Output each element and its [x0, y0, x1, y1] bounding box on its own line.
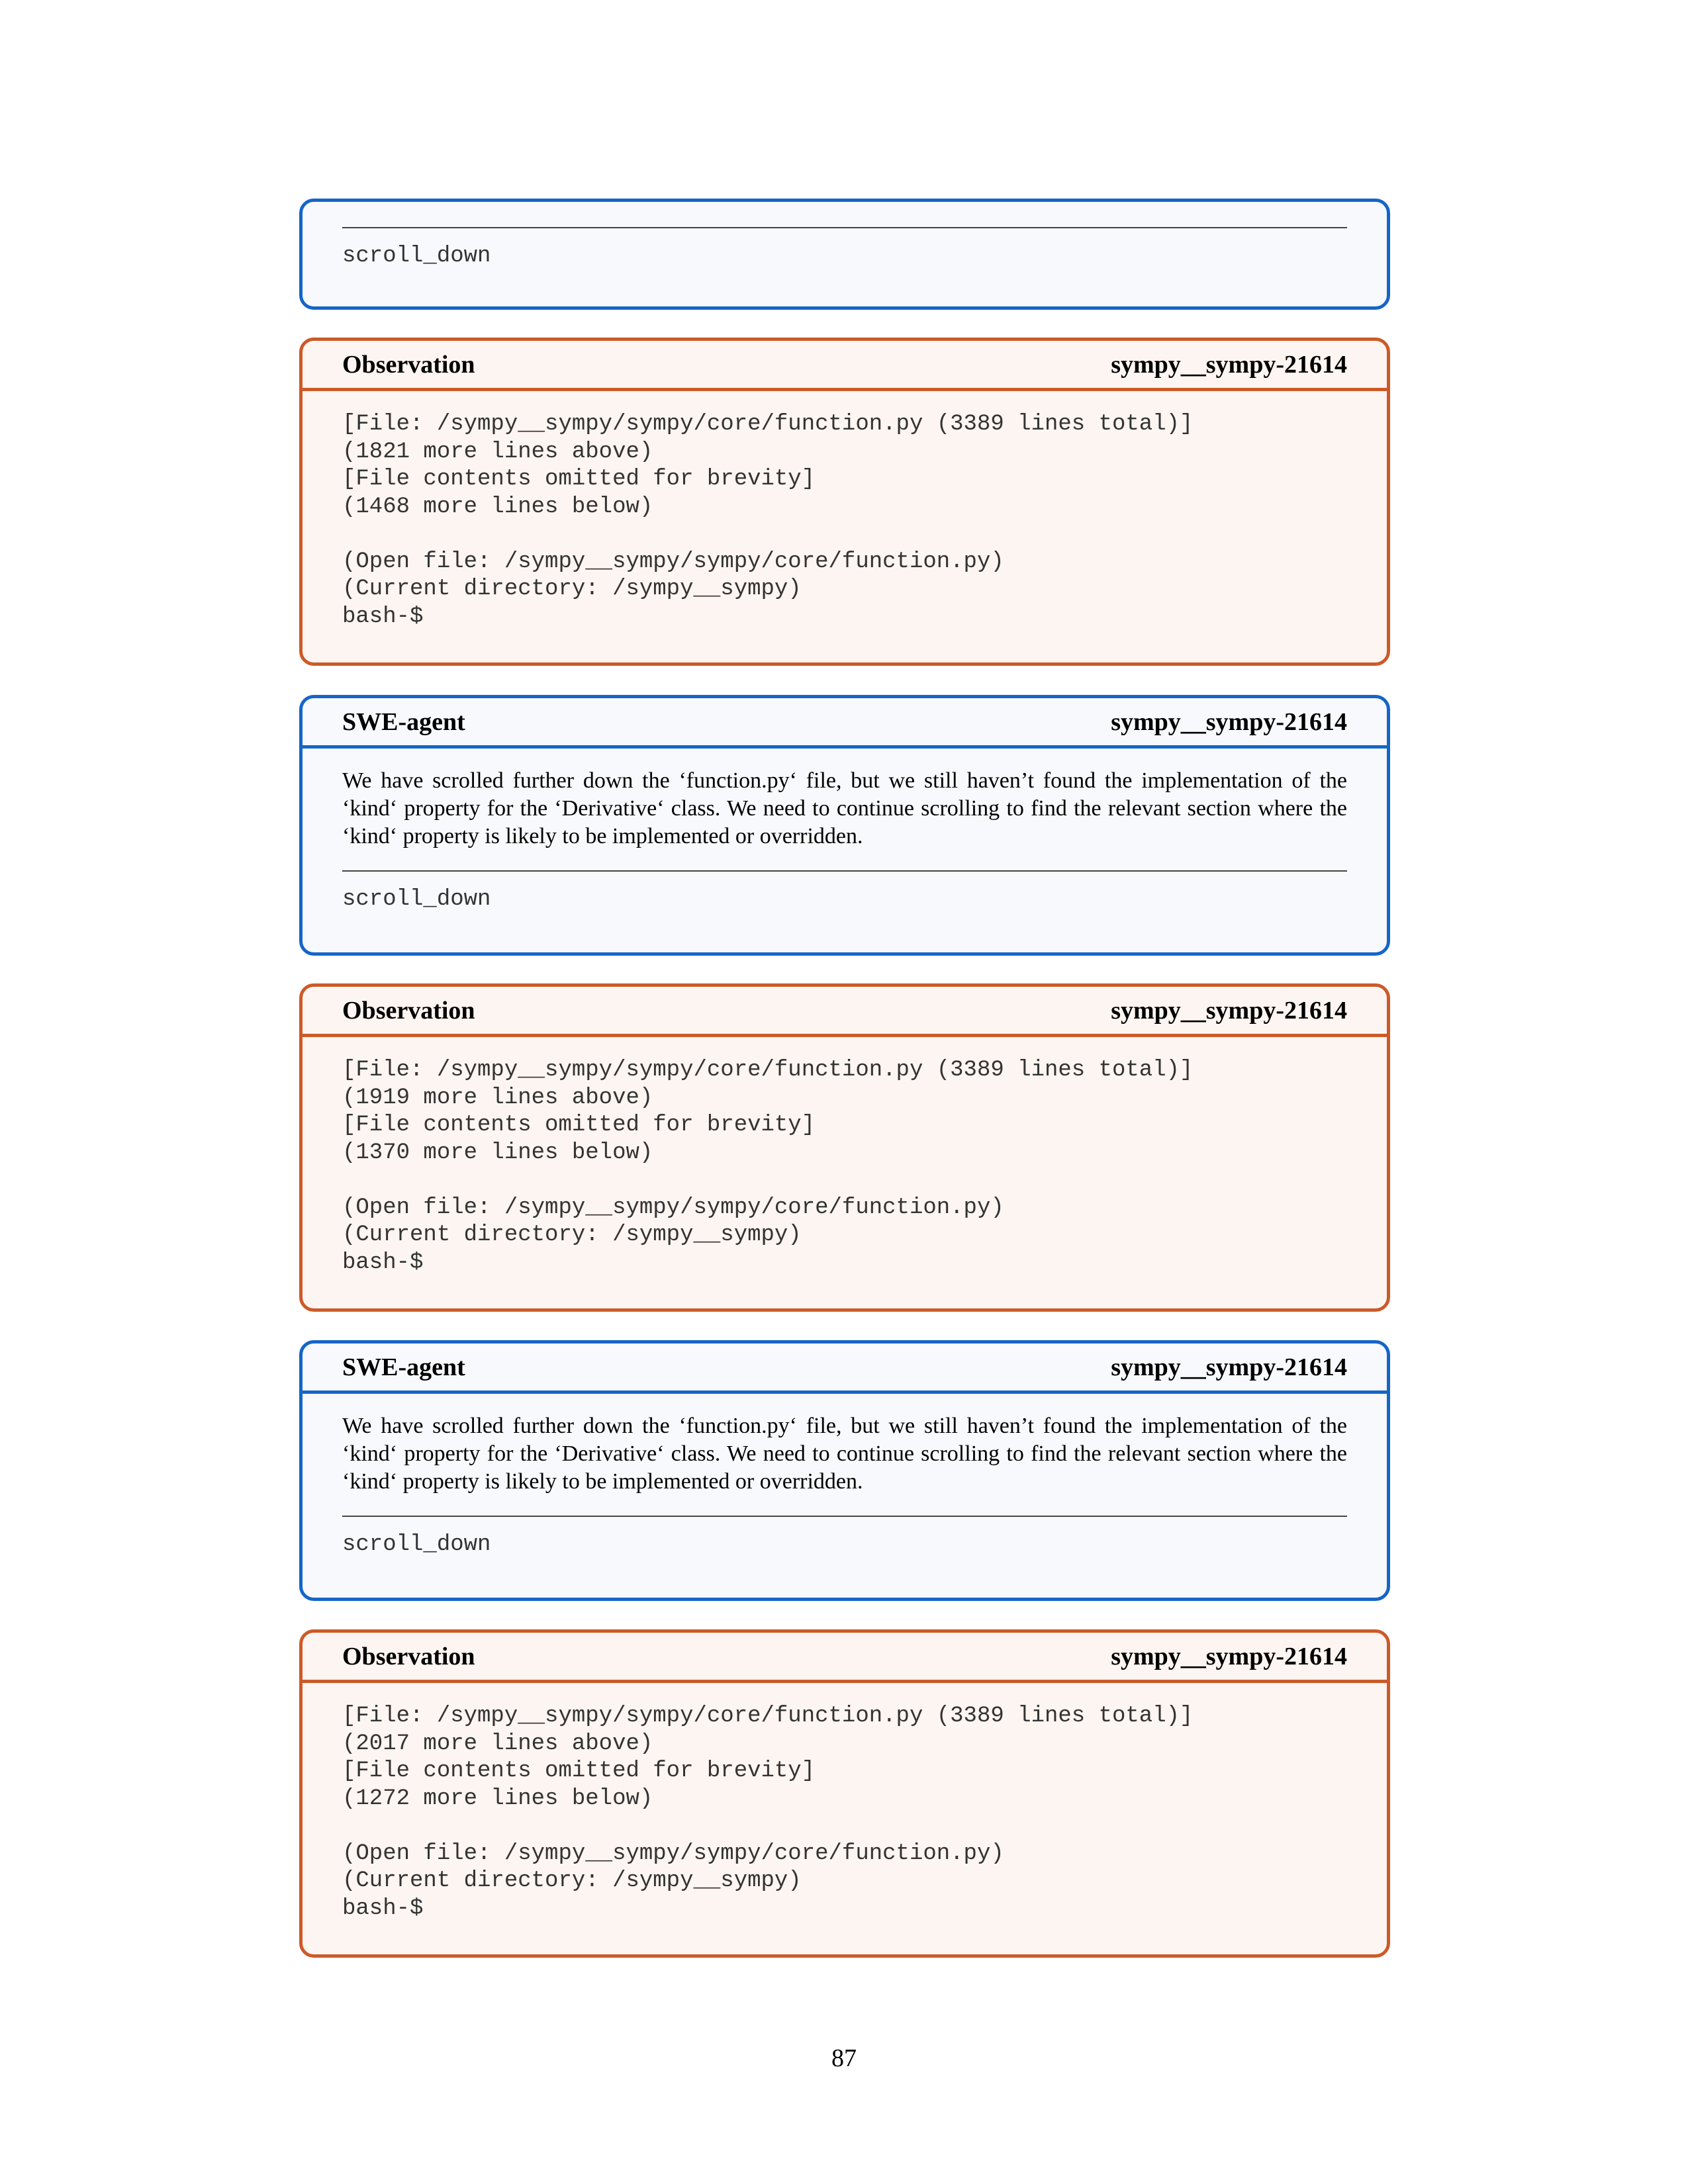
agent-thought: We have scrolled further down the ‘function.py‘ file, but we still haven’t found the implementation of the ‘kind‘ property for the ‘Derivative‘ class. We need to continue scrolling to find the relevant section where the ‘kind‘ property is likely to be implemented or overridden.	[342, 1414, 1347, 1494]
observation-line	[342, 521, 1347, 549]
observation-line	[342, 1813, 1347, 1841]
observation-line: [File: /sympy__sympy/sympy/core/function.py (3389 lines total)]	[342, 1704, 1194, 1729]
agent-title: SWE-agent	[342, 707, 465, 736]
observation-line: [File contents omitted for brevity]	[342, 1113, 816, 1138]
observation-line: [File: /sympy__sympy/sympy/core/function.py (3389 lines total)]	[342, 412, 1194, 437]
agent-step-box	[299, 695, 1390, 956]
agent-header	[303, 698, 1387, 749]
page-number: 87	[831, 2044, 857, 2072]
observation-line: (Current directory: /sympy__sympy)	[342, 1222, 802, 1248]
observation-line: (Open file: /sympy__sympy/sympy/core/function.py)	[342, 1841, 1004, 1866]
observation-line: (Current directory: /sympy__sympy)	[342, 1868, 802, 1893]
agent-step-box	[299, 1340, 1390, 1601]
agent-step-box	[299, 199, 1390, 310]
agent-header	[303, 1343, 1387, 1394]
observation-line: (1821 more lines above)	[342, 439, 653, 465]
instance-id: sympy__sympy-21614	[1111, 1353, 1347, 1381]
agent-thought: We have scrolled further down the ‘function.py‘ file, but we still haven’t found the implementation of the ‘kind‘ property for the ‘Derivative‘ class. We need to continue scrolling to find the relevant section where the ‘kind‘ property is likely to be implemented or overridden.	[342, 768, 1347, 848]
agent-title: SWE-agent	[342, 1353, 465, 1381]
observation-line: [File contents omitted for brevity]	[342, 467, 816, 492]
observation-line: bash-$	[342, 604, 424, 629]
instance-id: sympy__sympy-21614	[1111, 350, 1347, 379]
divider-rule	[342, 870, 1347, 872]
observation-box	[299, 338, 1390, 666]
observation-line: (1919 more lines above)	[342, 1085, 653, 1111]
observation-line: [File: /sympy__sympy/sympy/core/function.py (3389 lines total)]	[342, 1058, 1194, 1083]
observation-line: (1468 more lines below)	[342, 494, 653, 520]
observation-line: bash-$	[342, 1250, 424, 1275]
observation-title: Observation	[342, 350, 475, 379]
observation-header	[303, 1633, 1387, 1683]
agent-step-body	[303, 767, 1387, 914]
observation-line	[342, 1167, 1347, 1195]
divider-rule	[342, 227, 1347, 228]
agent-step-body	[303, 1412, 1387, 1559]
observation-title: Observation	[342, 996, 475, 1024]
instance-id: sympy__sympy-21614	[1111, 996, 1347, 1024]
instance-id: sympy__sympy-21614	[1111, 1642, 1347, 1670]
observation-title: Observation	[342, 1642, 475, 1670]
observation-box	[299, 983, 1390, 1312]
divider-rule	[342, 1516, 1347, 1517]
observation-line: (1272 more lines below)	[342, 1786, 653, 1811]
observation-line: (Current directory: /sympy__sympy)	[342, 576, 802, 602]
observation-line: (Open file: /sympy__sympy/sympy/core/function.py)	[342, 1195, 1004, 1220]
observation-header	[303, 987, 1387, 1037]
observation-line: (Open file: /sympy__sympy/sympy/core/function.py)	[342, 549, 1004, 574]
observation-line: bash-$	[342, 1895, 424, 1921]
agent-action: scroll_down	[342, 244, 491, 269]
observation-body	[303, 1683, 1387, 1923]
observation-body	[303, 391, 1387, 631]
instance-id: sympy__sympy-21614	[1111, 707, 1347, 736]
observation-body	[303, 1037, 1387, 1277]
observation-line: (1370 more lines below)	[342, 1140, 653, 1165]
observation-line: [File contents omitted for brevity]	[342, 1758, 816, 1784]
observation-header	[303, 341, 1387, 391]
observation-line: (2017 more lines above)	[342, 1731, 653, 1756]
agent-action: scroll_down	[342, 887, 491, 912]
observation-box	[299, 1629, 1390, 1958]
agent-action: scroll_down	[342, 1532, 491, 1557]
agent-step-body	[303, 227, 1387, 271]
